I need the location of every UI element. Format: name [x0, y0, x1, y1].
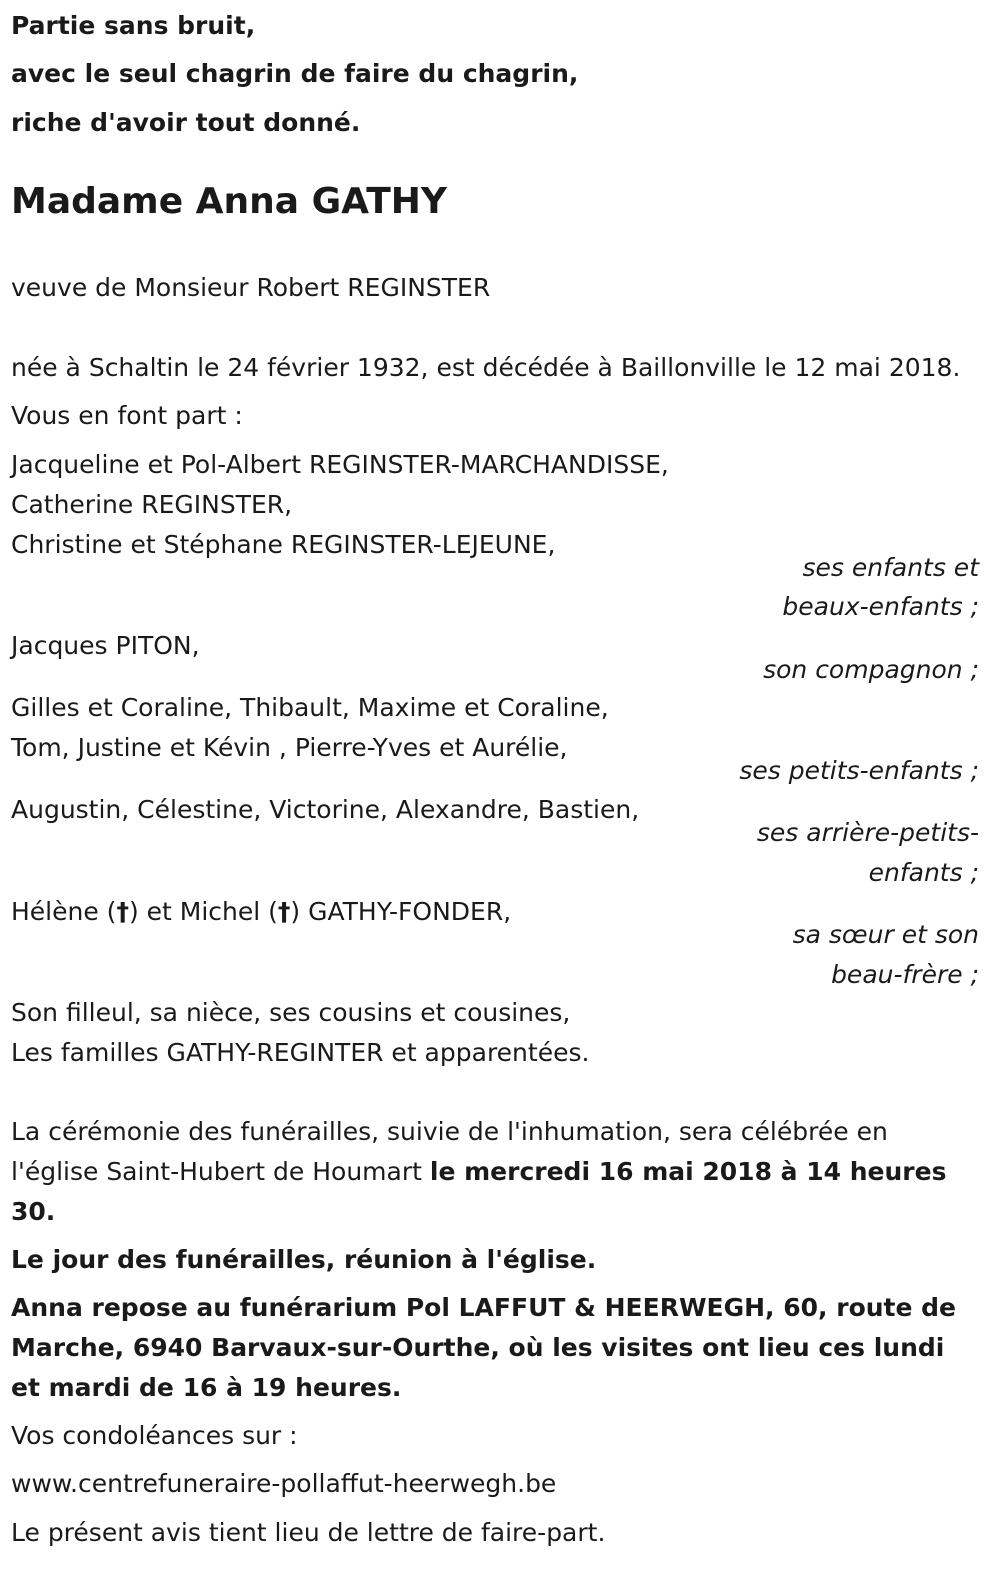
sibling-part-1: Hélène ( [11, 897, 117, 926]
children-role-1: ses enfants et [802, 553, 979, 582]
ceremony-normal: La cérémonie des funérailles, suivie de l'inhumation, sera célébrée en l'église Saint-Hubert de Houmart [11, 1117, 888, 1186]
children-line-1: Jacqueline et Pol-Albert REGINSTER-MARCHANDISSE, [11, 450, 669, 479]
great-grandchildren-role-1: ses arrière-petits- [756, 818, 979, 847]
widow-of: veuve de Monsieur Robert REGINSTER [11, 273, 491, 302]
children-line-2: Catherine REGINSTER, [11, 490, 293, 519]
siblings [11, 892, 511, 932]
great-grandchildren-role-2: enfants ; [868, 858, 979, 887]
companion: Jacques PITON, [11, 631, 200, 660]
meeting-text: Le jour des funérailles, réunion à l'église. [11, 1245, 597, 1274]
condolences-label: Vos condoléances sur : [11, 1421, 298, 1450]
ceremony-date: le mercredi 16 mai 2018 à 14 heures 30. [11, 1157, 947, 1226]
great-grandchildren: Augustin, Célestine, Victorine, Alexandre, Bastien, [11, 795, 640, 824]
sibling-part-3: ) GATHY-FONDER, [290, 897, 512, 926]
sibling-part-2: ) et Michel ( [128, 897, 278, 926]
grandchildren-line-2: Tom, Justine et Kévin , Pierre-Yves et Aurélie, [11, 733, 568, 762]
sibling-role-2: beau-frère ; [831, 960, 979, 989]
announce: Vous en font part : [11, 401, 243, 430]
children-role-2: beaux-enfants ; [782, 592, 979, 621]
poem-line-2: avec le seul chagrin de faire du chagrin, [11, 59, 579, 88]
condolences-url[interactable]: www.centrefuneraire-pollaffut-heerwegh.be [11, 1469, 557, 1498]
cross-icon: † [116, 897, 129, 926]
repose-text: Anna repose au funérarium Pol LAFFUT & HEERWEGH, 60, route de Marche, 6940 Barvaux-sur-Ourthe, où les visites ont lieu ces lundi et mardi de 16 à 19 heures. [11, 1293, 957, 1402]
companion-role: son compagnon ; [763, 655, 979, 684]
sibling-role-1: sa sœur et son [792, 920, 979, 949]
others-line-1: Son filleul, sa nièce, ses cousins et cousines, [11, 998, 571, 1027]
poem-line-1: Partie sans bruit, [11, 11, 256, 40]
cross-icon: † [277, 897, 291, 926]
others-line-2: Les familles GATHY-REGINTER et apparentées. [11, 1038, 590, 1067]
grandchildren-line-1: Gilles et Coraline, Thibault, Maxime et Coraline, [11, 693, 609, 722]
ceremony-text [11, 1112, 971, 1232]
deceased-name: Madame Anna GATHY [11, 181, 447, 222]
birth-death: née à Schaltin le 24 février 1932, est décédée à Baillonville le 12 mai 2018. [11, 353, 961, 382]
notice-text: Le présent avis tient lieu de lettre de faire-part. [11, 1518, 606, 1547]
grandchildren-role: ses petits-enfants ; [739, 756, 979, 785]
poem-line-3: riche d'avoir tout donné. [11, 108, 361, 137]
children-line-3: Christine et Stéphane REGINSTER-LEJEUNE, [11, 530, 556, 559]
